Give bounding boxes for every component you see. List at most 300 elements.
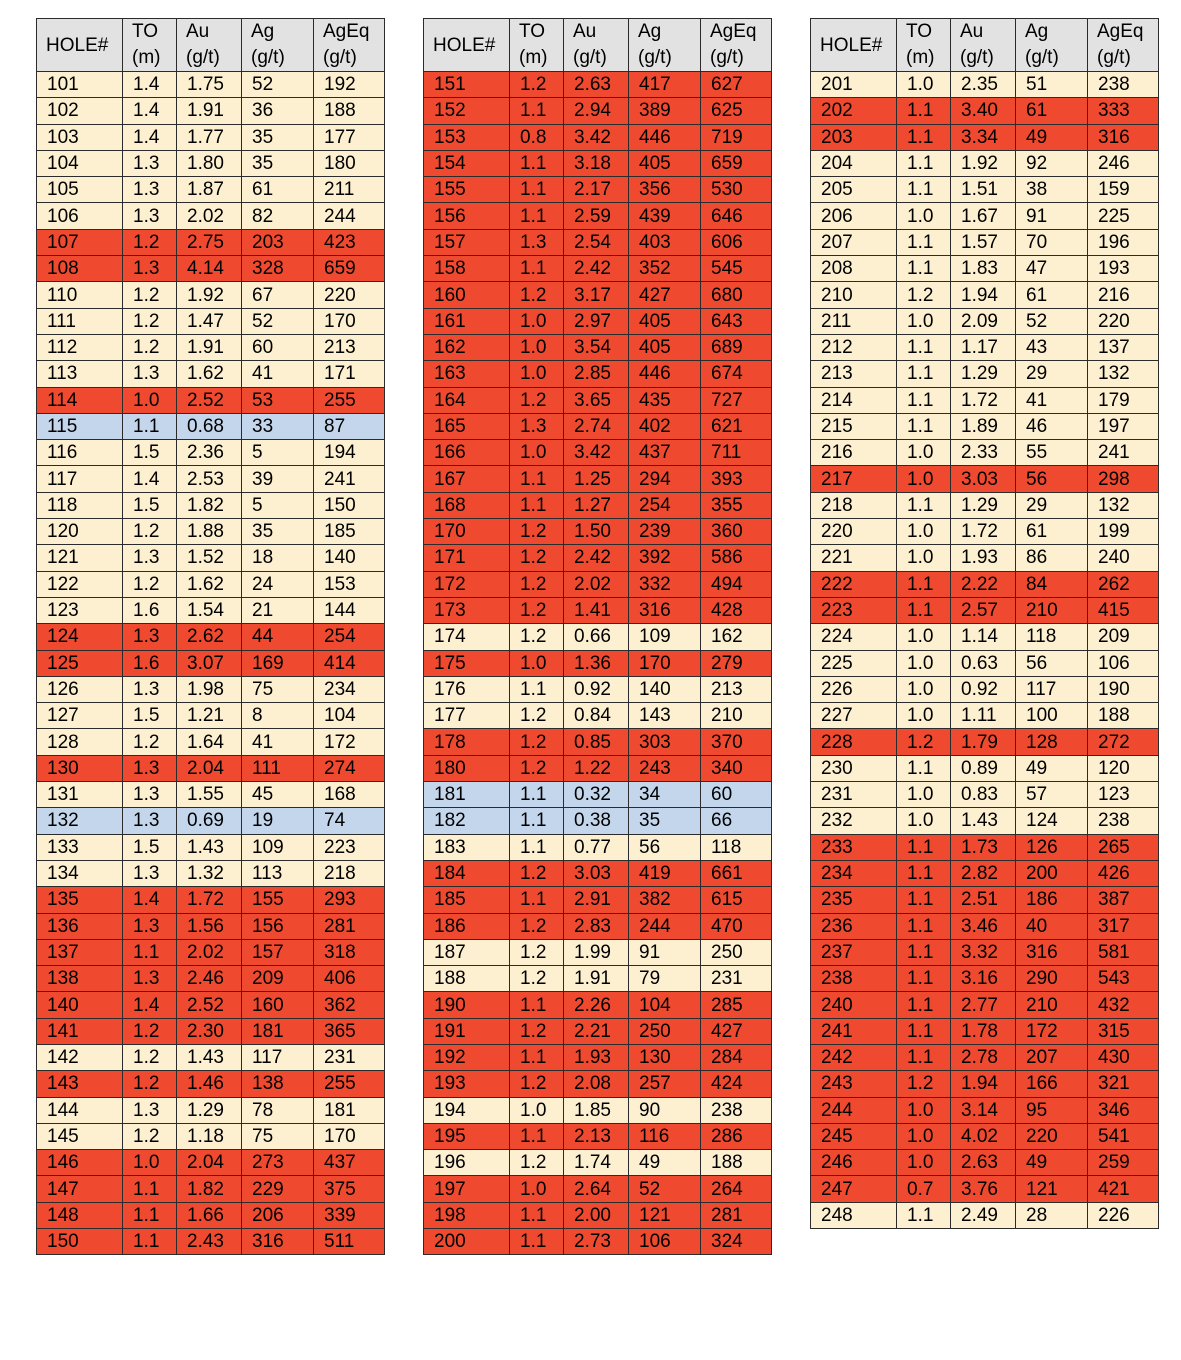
drill-results-table-3 <box>810 18 1159 1229</box>
au-cell: 0.92 <box>564 676 629 702</box>
ageq-cell: 231 <box>314 1044 385 1070</box>
hole-cell: 133 <box>37 834 123 860</box>
ag-cell: 55 <box>1016 440 1088 466</box>
hole-cell: 143 <box>37 1071 123 1097</box>
hole-cell: 172 <box>424 571 510 597</box>
ageq-column-header: AgEq (g/t) <box>1088 19 1159 72</box>
ageq-cell: 646 <box>701 203 772 229</box>
ageq-cell: 60 <box>701 782 772 808</box>
hole-cell: 105 <box>37 177 123 203</box>
ag-cell: 100 <box>1016 703 1088 729</box>
table-row <box>811 808 1159 834</box>
ageq-cell: 179 <box>1088 387 1159 413</box>
ag-cell: 186 <box>1016 887 1088 913</box>
au-cell: 2.94 <box>564 98 629 124</box>
to-cell: 1.1 <box>897 913 951 939</box>
ag-cell: 36 <box>242 98 314 124</box>
to-cell: 1.0 <box>897 203 951 229</box>
table-row <box>811 72 1159 98</box>
ag-cell: 57 <box>1016 782 1088 808</box>
hole-cell: 148 <box>37 1202 123 1228</box>
ag-cell: 51 <box>1016 72 1088 98</box>
hole-column-header: HOLE# <box>424 19 510 72</box>
to-cell: 1.0 <box>510 1176 564 1202</box>
hole-cell: 192 <box>424 1044 510 1070</box>
au-cell: 3.65 <box>564 387 629 413</box>
ageq-cell: 333 <box>1088 98 1159 124</box>
ageq-cell: 211 <box>314 177 385 203</box>
to-cell: 1.1 <box>897 150 951 176</box>
ageq-cell: 355 <box>701 492 772 518</box>
to-cell: 1.0 <box>897 624 951 650</box>
ag-cell: 49 <box>629 1150 701 1176</box>
hole-cell: 217 <box>811 466 897 492</box>
ag-cell: 109 <box>242 834 314 860</box>
ag-cell: 116 <box>629 1123 701 1149</box>
hole-cell: 236 <box>811 913 897 939</box>
to-cell: 1.0 <box>510 1097 564 1123</box>
au-cell: 1.82 <box>177 1176 242 1202</box>
ageq-cell: 254 <box>314 624 385 650</box>
ag-cell: 200 <box>1016 860 1088 886</box>
ageq-cell: 150 <box>314 492 385 518</box>
table-header-row <box>37 19 385 72</box>
hole-cell: 231 <box>811 782 897 808</box>
hole-cell: 183 <box>424 834 510 860</box>
ageq-cell: 324 <box>701 1229 772 1255</box>
to-cell: 1.1 <box>123 939 177 965</box>
ag-cell: 229 <box>242 1176 314 1202</box>
to-cell: 1.1 <box>510 1229 564 1255</box>
table-row <box>424 860 772 886</box>
hole-cell: 193 <box>424 1071 510 1097</box>
hole-cell: 104 <box>37 150 123 176</box>
ag-cell: 170 <box>629 650 701 676</box>
au-cell: 0.66 <box>564 624 629 650</box>
au-cell: 1.75 <box>177 72 242 98</box>
au-cell: 3.42 <box>564 124 629 150</box>
hole-cell: 113 <box>37 361 123 387</box>
ag-cell: 86 <box>1016 545 1088 571</box>
ag-cell: 446 <box>629 361 701 387</box>
au-cell: 1.36 <box>564 650 629 676</box>
ag-cell: 52 <box>242 308 314 334</box>
table-row <box>424 440 772 466</box>
hole-cell: 168 <box>424 492 510 518</box>
table-row <box>424 361 772 387</box>
to-cell: 1.4 <box>123 98 177 124</box>
hole-cell: 242 <box>811 1044 897 1070</box>
table-row <box>424 703 772 729</box>
table-row <box>37 966 385 992</box>
ageq-cell: 719 <box>701 124 772 150</box>
table-row <box>37 755 385 781</box>
ag-cell: 405 <box>629 308 701 334</box>
table-row <box>811 203 1159 229</box>
ag-cell: 294 <box>629 466 701 492</box>
ageq-cell: 680 <box>701 282 772 308</box>
au-cell: 2.53 <box>177 466 242 492</box>
hole-cell: 221 <box>811 545 897 571</box>
table-header-row <box>811 19 1159 72</box>
ageq-cell: 727 <box>701 387 772 413</box>
to-cell: 1.1 <box>897 387 951 413</box>
table-row <box>37 492 385 518</box>
ageq-cell: 259 <box>1088 1150 1159 1176</box>
au-cell: 2.30 <box>177 1018 242 1044</box>
table-row <box>811 887 1159 913</box>
table-row <box>37 229 385 255</box>
ag-cell: 19 <box>242 808 314 834</box>
hole-cell: 110 <box>37 282 123 308</box>
table-row <box>811 597 1159 623</box>
hole-cell: 237 <box>811 939 897 965</box>
table-row <box>811 703 1159 729</box>
ag-cell: 356 <box>629 177 701 203</box>
table-row <box>37 413 385 439</box>
to-cell: 1.0 <box>510 440 564 466</box>
ag-cell: 28 <box>1016 1202 1088 1228</box>
to-cell: 1.1 <box>897 361 951 387</box>
to-cell: 1.2 <box>123 1071 177 1097</box>
hole-cell: 127 <box>37 703 123 729</box>
table-row <box>37 729 385 755</box>
to-cell: 1.4 <box>123 992 177 1018</box>
ageq-cell: 132 <box>1088 361 1159 387</box>
hole-cell: 171 <box>424 545 510 571</box>
ag-cell: 34 <box>629 782 701 808</box>
au-cell: 1.94 <box>951 282 1016 308</box>
table-row <box>37 808 385 834</box>
hole-cell: 124 <box>37 624 123 650</box>
to-cell: 1.2 <box>123 1044 177 1070</box>
ag-cell: 75 <box>242 676 314 702</box>
to-cell: 1.1 <box>510 1202 564 1228</box>
ag-column-header: Ag (g/t) <box>629 19 701 72</box>
table-row <box>37 98 385 124</box>
ag-cell: 75 <box>242 1123 314 1149</box>
ageq-cell: 181 <box>314 1097 385 1123</box>
au-cell: 2.09 <box>951 308 1016 334</box>
ageq-cell: 123 <box>1088 782 1159 808</box>
table-row <box>424 545 772 571</box>
au-cell: 1.72 <box>951 387 1016 413</box>
table-row <box>424 1202 772 1228</box>
au-cell: 3.18 <box>564 150 629 176</box>
au-cell: 1.92 <box>177 282 242 308</box>
table-row <box>811 1176 1159 1202</box>
ageq-cell: 244 <box>314 203 385 229</box>
ageq-cell: 674 <box>701 361 772 387</box>
ag-cell: 446 <box>629 124 701 150</box>
hole-cell: 194 <box>424 1097 510 1123</box>
ageq-cell: 659 <box>701 150 772 176</box>
table-row <box>424 913 772 939</box>
table-row <box>811 308 1159 334</box>
au-cell: 2.02 <box>177 203 242 229</box>
hole-cell: 128 <box>37 729 123 755</box>
ag-cell: 56 <box>1016 650 1088 676</box>
ageq-cell: 223 <box>314 834 385 860</box>
to-cell: 1.0 <box>897 703 951 729</box>
ageq-cell: 216 <box>1088 282 1159 308</box>
ageq-cell: 238 <box>1088 808 1159 834</box>
to-cell: 1.1 <box>510 203 564 229</box>
ag-cell: 45 <box>242 782 314 808</box>
ageq-cell: 220 <box>314 282 385 308</box>
au-cell: 2.54 <box>564 229 629 255</box>
hole-cell: 230 <box>811 755 897 781</box>
hole-cell: 191 <box>424 1018 510 1044</box>
hole-cell: 160 <box>424 282 510 308</box>
ag-column-header: Ag (g/t) <box>1016 19 1088 72</box>
hole-cell: 130 <box>37 755 123 781</box>
au-cell: 2.91 <box>564 887 629 913</box>
table-row <box>811 492 1159 518</box>
ag-cell: 91 <box>1016 203 1088 229</box>
ag-cell: 61 <box>1016 519 1088 545</box>
ageq-cell: 218 <box>314 860 385 886</box>
to-cell: 1.1 <box>897 492 951 518</box>
table-row <box>424 571 772 597</box>
hole-cell: 244 <box>811 1097 897 1123</box>
ag-cell: 155 <box>242 887 314 913</box>
au-cell: 1.94 <box>951 1071 1016 1097</box>
hole-cell: 243 <box>811 1071 897 1097</box>
ageq-cell: 177 <box>314 124 385 150</box>
hole-cell: 227 <box>811 703 897 729</box>
ageq-cell: 240 <box>1088 545 1159 571</box>
to-cell: 1.2 <box>510 939 564 965</box>
au-cell: 1.99 <box>564 939 629 965</box>
table-row <box>424 808 772 834</box>
hole-cell: 154 <box>424 150 510 176</box>
hole-cell: 225 <box>811 650 897 676</box>
ag-cell: 417 <box>629 72 701 98</box>
to-cell: 1.1 <box>510 98 564 124</box>
ag-cell: 405 <box>629 150 701 176</box>
to-cell: 1.2 <box>510 1150 564 1176</box>
au-cell: 1.21 <box>177 703 242 729</box>
hole-cell: 182 <box>424 808 510 834</box>
to-cell: 1.2 <box>510 387 564 413</box>
ageq-cell: 281 <box>314 913 385 939</box>
ag-cell: 419 <box>629 860 701 886</box>
au-cell: 3.76 <box>951 1176 1016 1202</box>
ageq-cell: 414 <box>314 650 385 676</box>
table-row <box>424 466 772 492</box>
ag-cell: 389 <box>629 98 701 124</box>
ag-cell: 35 <box>242 124 314 150</box>
table-row <box>811 1150 1159 1176</box>
ageq-cell: 365 <box>314 1018 385 1044</box>
hole-cell: 223 <box>811 597 897 623</box>
ageq-cell: 153 <box>314 571 385 597</box>
table-row <box>37 782 385 808</box>
au-cell: 1.55 <box>177 782 242 808</box>
to-cell: 1.2 <box>510 282 564 308</box>
hole-cell: 121 <box>37 545 123 571</box>
ag-cell: 39 <box>242 466 314 492</box>
table-row <box>37 1044 385 1070</box>
ag-cell: 35 <box>629 808 701 834</box>
to-cell: 1.3 <box>123 150 177 176</box>
to-cell: 1.1 <box>897 887 951 913</box>
hole-cell: 174 <box>424 624 510 650</box>
table-row <box>37 150 385 176</box>
hole-cell: 167 <box>424 466 510 492</box>
table-row <box>424 150 772 176</box>
ageq-cell: 188 <box>1088 703 1159 729</box>
ageq-cell: 188 <box>701 1150 772 1176</box>
au-cell: 1.41 <box>564 597 629 623</box>
table-row <box>811 1071 1159 1097</box>
table-row <box>811 992 1159 1018</box>
hole-cell: 161 <box>424 308 510 334</box>
hole-cell: 224 <box>811 624 897 650</box>
au-cell: 1.22 <box>564 755 629 781</box>
au-cell: 3.34 <box>951 124 1016 150</box>
ag-cell: 41 <box>1016 387 1088 413</box>
ag-cell: 316 <box>629 597 701 623</box>
ag-cell: 56 <box>629 834 701 860</box>
hole-cell: 247 <box>811 1176 897 1202</box>
table-row <box>37 545 385 571</box>
hole-cell: 207 <box>811 229 897 255</box>
ageq-cell: 541 <box>1088 1123 1159 1149</box>
au-cell: 2.04 <box>177 755 242 781</box>
hole-cell: 175 <box>424 650 510 676</box>
hole-cell: 190 <box>424 992 510 1018</box>
table-row <box>424 939 772 965</box>
to-cell: 1.1 <box>897 755 951 781</box>
to-cell: 1.0 <box>897 1150 951 1176</box>
au-cell: 2.73 <box>564 1229 629 1255</box>
hole-cell: 220 <box>811 519 897 545</box>
to-cell: 1.0 <box>897 808 951 834</box>
table-row <box>811 1044 1159 1070</box>
au-cell: 1.52 <box>177 545 242 571</box>
ageq-cell: 262 <box>1088 571 1159 597</box>
hole-cell: 198 <box>424 1202 510 1228</box>
au-cell: 1.62 <box>177 361 242 387</box>
hole-cell: 245 <box>811 1123 897 1149</box>
table-row <box>811 1097 1159 1123</box>
to-cell: 1.2 <box>123 571 177 597</box>
table-row <box>811 1018 1159 1044</box>
to-cell: 1.0 <box>897 1097 951 1123</box>
ageq-cell: 346 <box>1088 1097 1159 1123</box>
to-cell: 1.3 <box>123 177 177 203</box>
ageq-cell: 586 <box>701 545 772 571</box>
table-row <box>811 150 1159 176</box>
au-cell: 2.49 <box>951 1202 1016 1228</box>
hole-cell: 206 <box>811 203 897 229</box>
ageq-cell: 106 <box>1088 650 1159 676</box>
au-cell: 2.08 <box>564 1071 629 1097</box>
hole-cell: 210 <box>811 282 897 308</box>
ag-cell: 316 <box>242 1229 314 1255</box>
to-column-header: TO (m) <box>897 19 951 72</box>
ageq-column-header: AgEq (g/t) <box>701 19 772 72</box>
ageq-cell: 321 <box>1088 1071 1159 1097</box>
ag-cell: 209 <box>242 966 314 992</box>
hole-cell: 146 <box>37 1150 123 1176</box>
to-cell: 1.1 <box>897 834 951 860</box>
ag-cell: 111 <box>242 755 314 781</box>
au-column-header: Au (g/t) <box>177 19 242 72</box>
ag-cell: 316 <box>1016 939 1088 965</box>
ageq-cell: 279 <box>701 650 772 676</box>
to-cell: 1.1 <box>510 492 564 518</box>
table-row <box>37 282 385 308</box>
ageq-cell: 171 <box>314 361 385 387</box>
hole-cell: 135 <box>37 887 123 913</box>
to-cell: 1.2 <box>510 571 564 597</box>
table-row <box>811 98 1159 124</box>
ag-cell: 95 <box>1016 1097 1088 1123</box>
ag-cell: 61 <box>1016 282 1088 308</box>
ageq-cell: 194 <box>314 440 385 466</box>
au-cell: 2.82 <box>951 860 1016 886</box>
ageq-cell: 188 <box>314 98 385 124</box>
table-row <box>424 834 772 860</box>
au-cell: 1.77 <box>177 124 242 150</box>
ageq-cell: 255 <box>314 1071 385 1097</box>
au-cell: 1.92 <box>951 150 1016 176</box>
au-cell: 3.07 <box>177 650 242 676</box>
ageq-cell: 238 <box>1088 72 1159 98</box>
au-cell: 1.85 <box>564 1097 629 1123</box>
table-row <box>811 966 1159 992</box>
table-row <box>37 177 385 203</box>
table-row <box>811 650 1159 676</box>
au-cell: 3.42 <box>564 440 629 466</box>
to-cell: 1.1 <box>897 1202 951 1228</box>
hole-cell: 216 <box>811 440 897 466</box>
table-row <box>811 466 1159 492</box>
au-cell: 2.04 <box>177 1150 242 1176</box>
hole-cell: 107 <box>37 229 123 255</box>
table-row <box>37 440 385 466</box>
hole-cell: 226 <box>811 676 897 702</box>
ageq-cell: 286 <box>701 1123 772 1149</box>
hole-cell: 112 <box>37 334 123 360</box>
to-cell: 1.2 <box>510 624 564 650</box>
au-cell: 0.68 <box>177 413 242 439</box>
to-cell: 1.2 <box>123 229 177 255</box>
au-cell: 2.35 <box>951 72 1016 98</box>
au-cell: 1.72 <box>177 887 242 913</box>
ageq-cell: 625 <box>701 98 772 124</box>
to-cell: 1.1 <box>123 1229 177 1255</box>
to-cell: 1.2 <box>897 729 951 755</box>
ageq-cell: 424 <box>701 1071 772 1097</box>
au-cell: 2.97 <box>564 308 629 334</box>
table-row <box>37 1123 385 1149</box>
table-row <box>424 966 772 992</box>
table-row <box>424 334 772 360</box>
hole-cell: 114 <box>37 387 123 413</box>
ageq-cell: 362 <box>314 992 385 1018</box>
ag-cell: 206 <box>242 1202 314 1228</box>
table-row <box>424 72 772 98</box>
ag-cell: 90 <box>629 1097 701 1123</box>
to-cell: 1.3 <box>123 624 177 650</box>
hole-cell: 173 <box>424 597 510 623</box>
ag-cell: 210 <box>1016 992 1088 1018</box>
to-cell: 1.1 <box>897 1018 951 1044</box>
